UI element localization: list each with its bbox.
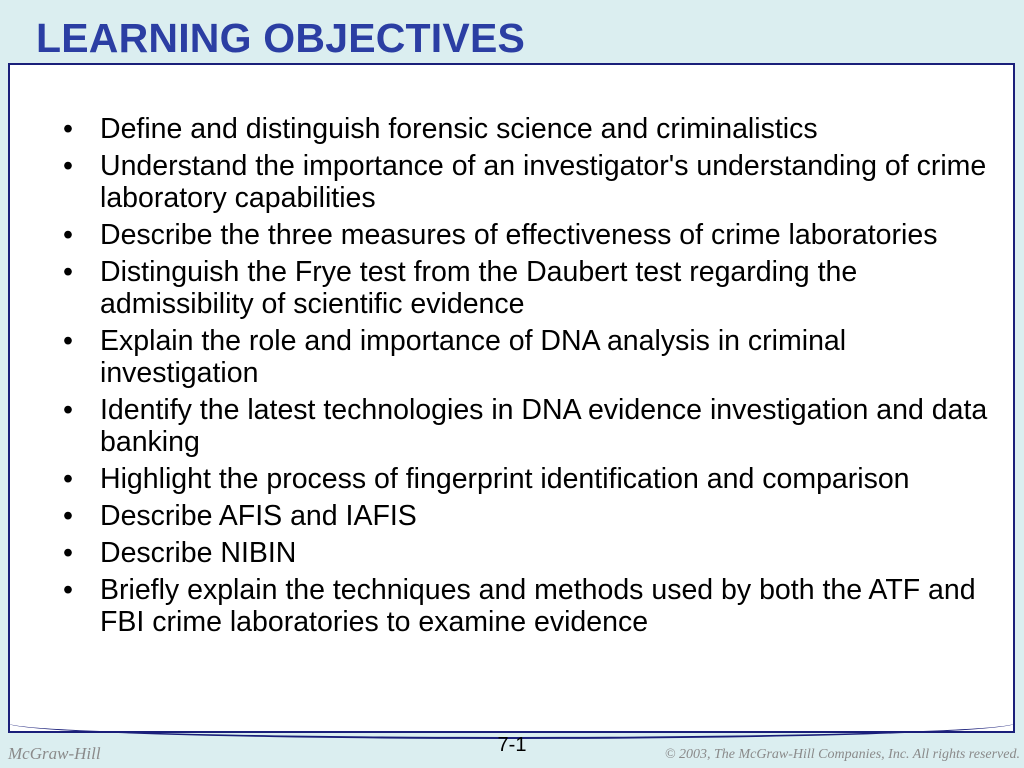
objective-text: Understand the importance of an investigator's understanding of crime laboratory capabilities [100, 150, 987, 214]
publisher-footer: McGraw-Hill [8, 744, 101, 763]
objective-item [63, 537, 1000, 569]
objective-item [63, 574, 1000, 638]
bullet-icon: • [63, 325, 73, 357]
objective-text: Explain the role and importance of DNA analysis in criminal investigation [100, 325, 847, 389]
objective-text: Describe AFIS and IAFIS [100, 500, 417, 532]
objective-text: Describe NIBIN [100, 537, 297, 569]
objective-item [63, 325, 1000, 389]
objective-item [63, 150, 1000, 214]
bullet-icon: • [63, 394, 73, 426]
bullet-icon: • [63, 500, 73, 532]
objective-text: Define and distinguish forensic science and criminalistics [100, 113, 818, 145]
bullet-icon: • [63, 256, 73, 288]
objective-text: Distinguish the Frye test from the Daubert test regarding the admissibility of scientific evidence [100, 256, 858, 320]
objective-item [63, 394, 1000, 458]
objective-item [63, 463, 1000, 495]
bullet-icon: • [63, 574, 73, 606]
objective-text: Briefly explain the techniques and methods used by both the ATF and FBI crime laboratories to examine evidence [100, 574, 976, 638]
bullet-icon: • [63, 463, 73, 495]
objective-item [63, 219, 1000, 251]
page-number: 7-1 [497, 734, 527, 756]
copyright-footer: © 2003, The McGraw-Hill Companies, Inc. All rights reserved. [664, 747, 1020, 762]
bullet-icon: • [63, 113, 73, 145]
objective-text: Highlight the process of fingerprint identification and comparison [100, 463, 910, 495]
bullet-icon: • [63, 537, 73, 569]
bullet-icon: • [63, 150, 73, 182]
objectives-list [63, 113, 1000, 643]
objective-text: Describe the three measures of effectiveness of crime laboratories [100, 219, 938, 251]
objective-text: Identify the latest technologies in DNA evidence investigation and data banking [100, 394, 988, 458]
objective-item [63, 256, 1000, 320]
slide-title: LEARNING OBJECTIVES [36, 15, 526, 61]
objective-item [63, 500, 1000, 532]
objective-item [63, 113, 1000, 145]
bullet-icon: • [63, 219, 73, 251]
